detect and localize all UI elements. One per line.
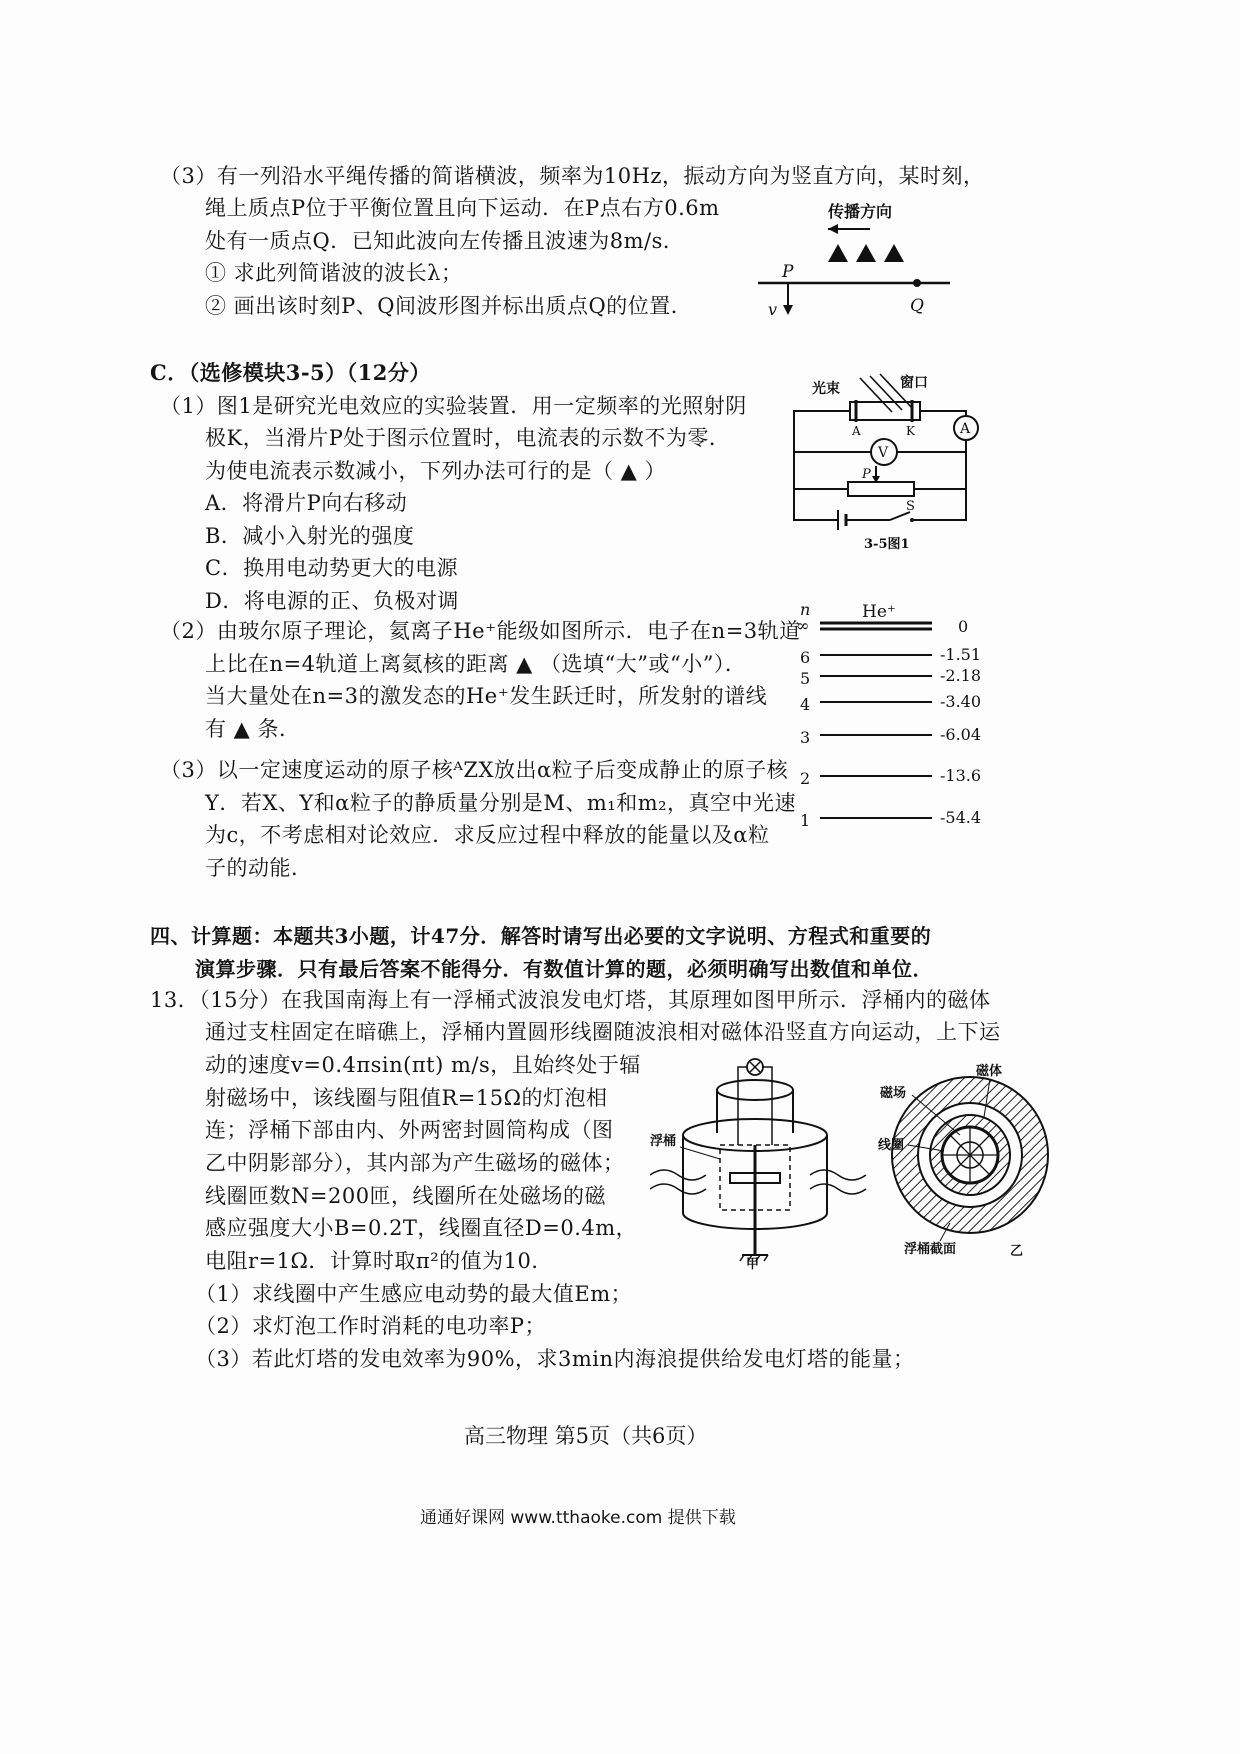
switch-label: S	[906, 499, 915, 514]
triangle-mark	[884, 244, 904, 262]
level-energy: -1.51	[940, 645, 982, 664]
level-energy: -6.04	[940, 725, 982, 744]
q3-line-3: 为c，不考虑相对论效应．求反应过程中释放的能量以及α粒	[205, 823, 770, 847]
anode-label: A	[852, 424, 861, 438]
window-label: 窗口	[900, 375, 928, 391]
q13-line-4: 射磁场中，该线圈与阻值R=15Ω的灯泡相	[205, 1086, 608, 1110]
slider-label: P	[862, 467, 871, 482]
q2-line-1: （2）由玻尔原子理论，氦离子He⁺能级如图所示．电子在n=3轨道	[160, 619, 801, 643]
figure-caption: 3-5图1	[864, 537, 910, 552]
wave-line-2: 绳上质点P位于平衡位置且向下运动．在P点右方0.6m	[205, 196, 720, 220]
q13-sub-2: （2）求灯泡工作时消耗的电功率P；	[195, 1314, 546, 1338]
section-four-line-1: 四、计算题：本题共3小题，计47分．解答时请写出必要的文字说明、方程式和重要的	[150, 924, 932, 948]
q13-line-9: 电阻r=1Ω．计算时取π²的值为10．	[205, 1249, 553, 1273]
level-n: 5	[800, 669, 811, 688]
q1-line-2: 极K，当滑片P处于图示位置时，电流表的示数不为零．	[205, 426, 731, 450]
section-c-heading: C．（选修模块3-5）（12分）	[150, 360, 431, 385]
light-label: 光束	[812, 381, 840, 397]
level-n: 3	[800, 728, 811, 747]
level-2	[800, 766, 981, 788]
q2-line-3: 当大量处在n=3的激发态的He⁺发生跃迁时，所发射的谱线	[205, 684, 768, 708]
field-label: 磁场	[880, 1086, 907, 1101]
q13-sub-1: （1）求线圈中产生感应电动势的最大值Em；	[195, 1282, 633, 1306]
rheostat	[848, 482, 914, 496]
q13-sub-3: （3）若此灯塔的发电效率为90%，求3min内海浪提供给发电灯塔的能量；	[195, 1347, 915, 1371]
buoy-figure	[650, 1055, 1070, 1270]
q1-option-a: A．将滑片P向右移动	[205, 491, 408, 515]
ammeter-label: A	[960, 421, 971, 437]
level-3	[800, 725, 981, 747]
section-four-line-2: 演算步骤．只有最后答案不能得分．有数值计算的题，必须明确写出数值和单位．	[195, 957, 933, 981]
level-n: 1	[800, 811, 811, 830]
wave-line	[810, 1170, 866, 1180]
upper-cylinder-top	[717, 1080, 793, 1100]
p-label: P	[782, 262, 794, 282]
q13-line-5: 连；浮桶下部由内、外两密封圆筒构成（图	[205, 1118, 614, 1142]
lamp-wire	[763, 1067, 772, 1145]
q2-line-4: 有 ▲ 条．	[205, 717, 301, 741]
velocity-arrowhead	[783, 305, 793, 315]
wave-line-1: （3）有一列沿水平绳传播的简谐横波，频率为10Hz，振动方向为竖直方向，某时刻，	[160, 164, 985, 188]
switch-contact	[910, 518, 914, 522]
level-n: 4	[800, 695, 811, 714]
wave-line-5: ② 画出该时刻P、Q间波形图并标出质点Q的位置．	[205, 294, 693, 318]
q3-line-4: 子的动能．	[205, 856, 313, 880]
download-credit: 通通好课网 www.tthaoke.com 提供下载	[420, 1508, 736, 1528]
float-label: 浮桶	[650, 1134, 677, 1149]
q13-line-1: 13．（15分）在我国南海上有一浮桶式波浪发电灯塔，其原理如图甲所示．浮桶内的磁体	[150, 988, 991, 1012]
wave-line	[650, 1170, 706, 1180]
wave-line-4: ① 求此列简谐波的波长λ；	[205, 261, 463, 285]
energy-level-figure	[790, 595, 1000, 835]
section-label: 浮桶截面	[904, 1242, 957, 1257]
level-n: 6	[800, 648, 811, 667]
level-energy: -54.4	[940, 808, 982, 827]
voltmeter-label: V	[878, 445, 889, 461]
q3-line-1: （3）以一定速度运动的原子核ᴬZX放出α粒子后变成静止的原子核	[160, 758, 789, 782]
wave-line-3: 处有一质点Q．已知此波向左传播且波速为8m/s．	[205, 229, 685, 253]
triangle-mark	[856, 244, 876, 262]
wave-line	[810, 1184, 866, 1194]
level-5	[800, 666, 981, 688]
q13-line-3: 动的速度v=0.4πsin(πt) m/s，且始终处于辐	[205, 1053, 641, 1077]
ion-label: He⁺	[862, 602, 896, 622]
q-point	[913, 279, 921, 287]
level-6	[800, 645, 981, 667]
left-caption: 甲	[746, 1257, 760, 1270]
right-caption: 乙	[1010, 1244, 1024, 1259]
q1-option-b: B．减小入射光的强度	[205, 524, 415, 548]
level-energy: -2.18	[940, 666, 982, 685]
level-energy: -13.6	[940, 766, 982, 785]
q1-option-d: D．将电源的正、负极对调	[205, 589, 459, 613]
q-label: Q	[910, 296, 924, 316]
q13-line-7: 线圈匝数N=200匝，线圈所在处磁场的磁	[205, 1184, 607, 1208]
q2-line-2: 上比在n=4轨道上离氦核的距离 ▲ （选填“大”或“小”）．	[205, 652, 747, 676]
v-label: v	[768, 300, 778, 319]
coil-label: 线圈	[878, 1138, 905, 1153]
n-header: n	[800, 600, 811, 619]
triangle-mark	[828, 244, 848, 262]
wave-line	[650, 1184, 706, 1194]
q1-line-3: 为使电流表示数减小，下列办法可行的是（ ▲ ）	[205, 459, 666, 483]
photoelectric-figure	[780, 370, 990, 560]
level-4	[800, 692, 981, 714]
level-energy: 0	[958, 617, 969, 636]
q1-option-c: C．换用电动势更大的电源	[205, 556, 459, 580]
direction-label: 传播方向	[828, 202, 893, 221]
level-1	[800, 808, 981, 830]
magnet-label: 磁体	[976, 1064, 1003, 1079]
q13-line-6: 乙中阴影部分），其内部为产生磁场的磁体；	[205, 1151, 625, 1175]
circuit-wire	[794, 411, 850, 520]
level-n: ∞	[796, 616, 810, 635]
q1-line-1: （1）图1是研究光电效应的实验装置．用一定频率的光照射阴	[160, 394, 747, 418]
level-n: 2	[800, 769, 811, 788]
q13-line-8: 感应强度大小B=0.2T，线圈直径D=0.4m，	[205, 1216, 638, 1240]
page-footer: 高三物理 第5页（共6页）	[464, 1424, 708, 1448]
wave-figure	[750, 195, 970, 325]
q13-line-2: 通过支柱固定在暗礁上，浮桶内置圆形线圈随波浪相对磁体沿竖直方向运动，上下运	[205, 1020, 1001, 1044]
q3-line-2: Y．若X、Y和α粒子的静质量分别是M、m₁和m₂，真空中光速	[205, 791, 797, 815]
cathode-label: K	[906, 424, 915, 438]
lamp-wire	[738, 1067, 747, 1145]
level-energy: -3.40	[940, 692, 982, 711]
direction-arrowhead	[828, 224, 838, 234]
